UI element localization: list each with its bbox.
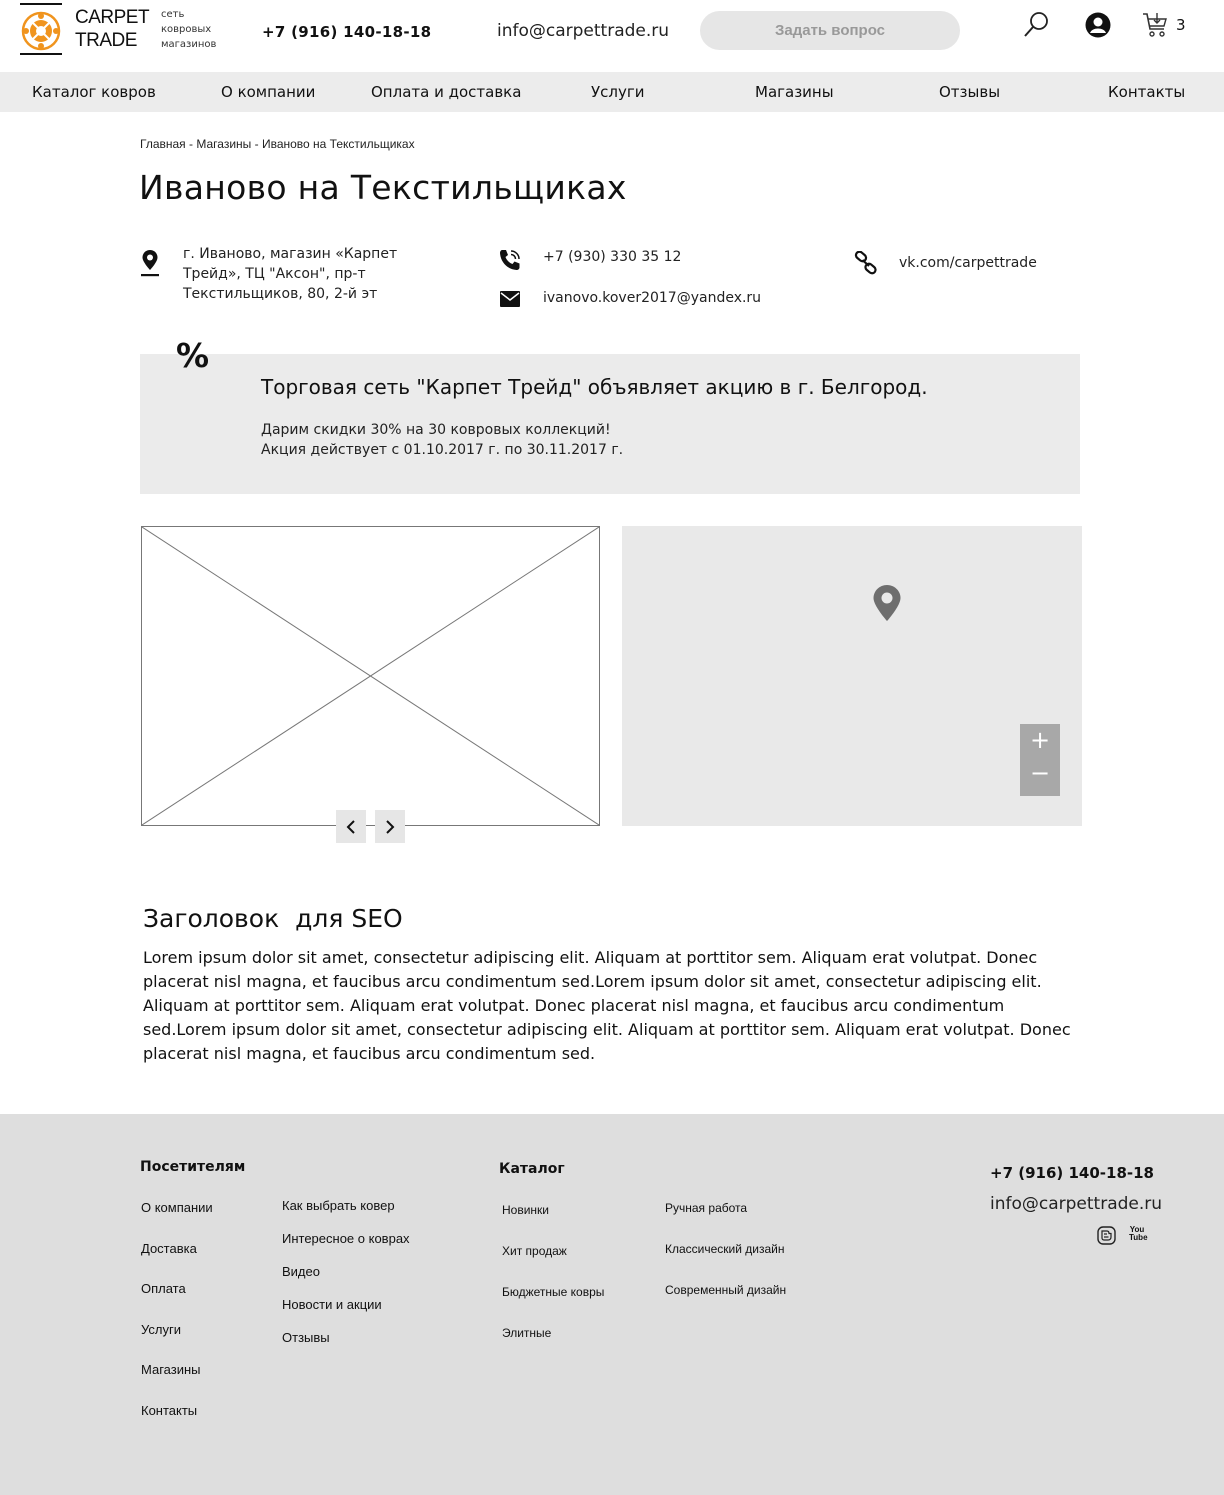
nav-item-about[interactable]: О компании bbox=[221, 83, 316, 101]
user-icon[interactable] bbox=[1085, 12, 1111, 42]
footer-link-services[interactable]: Услуги bbox=[141, 1322, 181, 1337]
footer-link-bestsellers[interactable]: Хит продаж bbox=[502, 1244, 567, 1258]
breadcrumb-home[interactable]: Главная bbox=[140, 137, 186, 151]
footer-link-classic[interactable]: Классический дизайн bbox=[665, 1242, 785, 1256]
percent-icon: % bbox=[176, 336, 210, 375]
promo-line: Дарим скидки 30% на 30 ковровых коллекций! bbox=[261, 422, 611, 438]
search-icon[interactable] bbox=[1022, 10, 1052, 44]
footer-link-delivery[interactable]: Доставка bbox=[141, 1241, 197, 1256]
logo-text-trade[interactable]: TRADE bbox=[75, 30, 137, 51]
header-phone[interactable]: +7 (916) 140-18-18 bbox=[262, 23, 432, 41]
breadcrumb bbox=[140, 137, 415, 151]
page-title: Иваново на Текстильщиках bbox=[139, 168, 627, 207]
footer-link-modern[interactable]: Современный дизайн bbox=[665, 1283, 787, 1297]
nav-item-services[interactable]: Услуги bbox=[591, 83, 645, 101]
envelope-icon bbox=[500, 291, 520, 311]
zoom-in-button[interactable]: + bbox=[1029, 726, 1051, 754]
logo-tagline bbox=[161, 7, 216, 52]
zoom-out-button[interactable]: − bbox=[1029, 759, 1051, 787]
store-address bbox=[183, 244, 397, 304]
store-phone[interactable]: +7 (930) 330 35 12 bbox=[543, 249, 682, 265]
link-icon bbox=[854, 251, 878, 279]
tagline-line: сеть bbox=[161, 9, 185, 20]
site-header bbox=[0, 0, 1224, 72]
footer-link-about[interactable]: О компании bbox=[141, 1200, 213, 1215]
logo-text-carpet[interactable]: CARPET bbox=[75, 7, 150, 28]
phone-icon bbox=[499, 249, 521, 275]
breadcrumb-separator: - bbox=[251, 137, 262, 151]
footer-link-budget[interactable]: Бюджетные ковры bbox=[502, 1285, 605, 1299]
seo-text: Lorem ipsum dolor sit amet, consectetur adipiscing elit. Aliquam at porttitor sem. Aliquam erat volutpat. Donec placerat nisl magna, et faucibus arcu condimentum sed.Lorem ipsum dolor sit amet, consectetur adipiscing elit. Aliquam at porttitor sem. Aliquam erat volutpat. Donec placerat nisl magna, et faucibus arcu condimentum sed.Lorem ipsum dolor sit amet, consectetur adipiscing elit. Aliquam at porttitor sem. Aliquam erat volutpat. Donec placerat nisl magna, et faucibus arcu condimentum sed. bbox=[143, 948, 1071, 1063]
logo-ornament-icon[interactable] bbox=[20, 3, 62, 55]
slider-prev-button[interactable] bbox=[336, 810, 366, 843]
store-map[interactable] bbox=[622, 526, 1082, 826]
footer-link-interesting[interactable]: Интересное о коврах bbox=[282, 1231, 410, 1246]
store-email[interactable]: ivanovo.kover2017@yandex.ru bbox=[543, 290, 762, 306]
nav-item-stores[interactable]: Магазины bbox=[755, 83, 834, 101]
address-line: Текстильщиков, 80, 2-й эт bbox=[183, 286, 378, 302]
footer-link-news[interactable]: Новости и акции bbox=[282, 1297, 382, 1312]
promo-line: Акция действует с 01.10.2017 г. по 30.11.2017 г. bbox=[261, 442, 624, 458]
main-nav bbox=[0, 72, 1224, 112]
footer-visitors-title: Посетителям bbox=[140, 1159, 246, 1175]
header-email[interactable]: info@carpettrade.ru bbox=[497, 21, 670, 41]
tagline-line: ковровых bbox=[161, 24, 212, 35]
ask-question-button[interactable]: Задать вопрос bbox=[700, 11, 960, 50]
footer-link-stores[interactable]: Магазины bbox=[141, 1362, 201, 1377]
footer-email[interactable]: info@carpettrade.ru bbox=[990, 1194, 1163, 1214]
youtube-icon[interactable] bbox=[1129, 1225, 1148, 1242]
footer-link-handmade[interactable]: Ручная работа bbox=[665, 1201, 748, 1215]
address-line: Трейд», ТЦ "Аксон", пр-т bbox=[183, 266, 366, 282]
footer-phone[interactable]: +7 (916) 140-18-18 bbox=[990, 1164, 1154, 1182]
breadcrumb-stores[interactable]: Магазины bbox=[196, 137, 252, 151]
store-social-link[interactable]: vk.com/carpettrade bbox=[899, 255, 1037, 271]
footer-catalog-title: Каталог bbox=[499, 1161, 565, 1177]
chevron-left-icon bbox=[345, 819, 357, 835]
nav-item-reviews[interactable]: Отзывы bbox=[939, 83, 1001, 101]
cart-count[interactable]: 3 bbox=[1176, 16, 1186, 34]
footer-link-elite[interactable]: Элитные bbox=[502, 1326, 552, 1340]
cart-icon[interactable] bbox=[1141, 11, 1169, 43]
store-photo-placeholder bbox=[141, 526, 600, 826]
footer-link-video[interactable]: Видео bbox=[282, 1264, 320, 1279]
nav-item-catalog[interactable]: Каталог ковров bbox=[32, 83, 156, 101]
map-marker-icon[interactable] bbox=[872, 584, 902, 626]
seo-title: Заголовок для SEO bbox=[143, 904, 403, 933]
chevron-right-icon bbox=[384, 819, 396, 835]
address-line: г. Иваново, магазин «Карпет bbox=[183, 246, 398, 262]
nav-item-payment-delivery[interactable]: Оплата и доставка bbox=[371, 83, 522, 101]
breadcrumb-current: Иваново на Текстильщиках bbox=[261, 137, 415, 151]
map-zoom-control bbox=[1020, 724, 1060, 796]
breadcrumb-separator: - bbox=[185, 137, 197, 151]
footer-link-contacts[interactable]: Контакты bbox=[141, 1403, 198, 1418]
location-pin-icon bbox=[141, 249, 159, 281]
slider-next-button[interactable] bbox=[375, 810, 405, 843]
footer-link-payment[interactable]: Оплата bbox=[141, 1281, 186, 1296]
promo-text bbox=[261, 420, 623, 460]
tagline-line: магазинов bbox=[161, 39, 217, 50]
footer-link-how-to-choose[interactable]: Как выбрать ковер bbox=[282, 1198, 395, 1213]
youtube-label: You Tube bbox=[1129, 1225, 1148, 1242]
promo-title: Торговая сеть "Карпет Трейд" объявляет акцию в г. Белгород. bbox=[261, 375, 928, 399]
footer-link-reviews[interactable]: Отзывы bbox=[282, 1330, 330, 1345]
blogger-icon[interactable] bbox=[1097, 1226, 1116, 1249]
footer-link-new[interactable]: Новинки bbox=[502, 1203, 549, 1217]
nav-item-contacts[interactable]: Контакты bbox=[1108, 83, 1186, 101]
